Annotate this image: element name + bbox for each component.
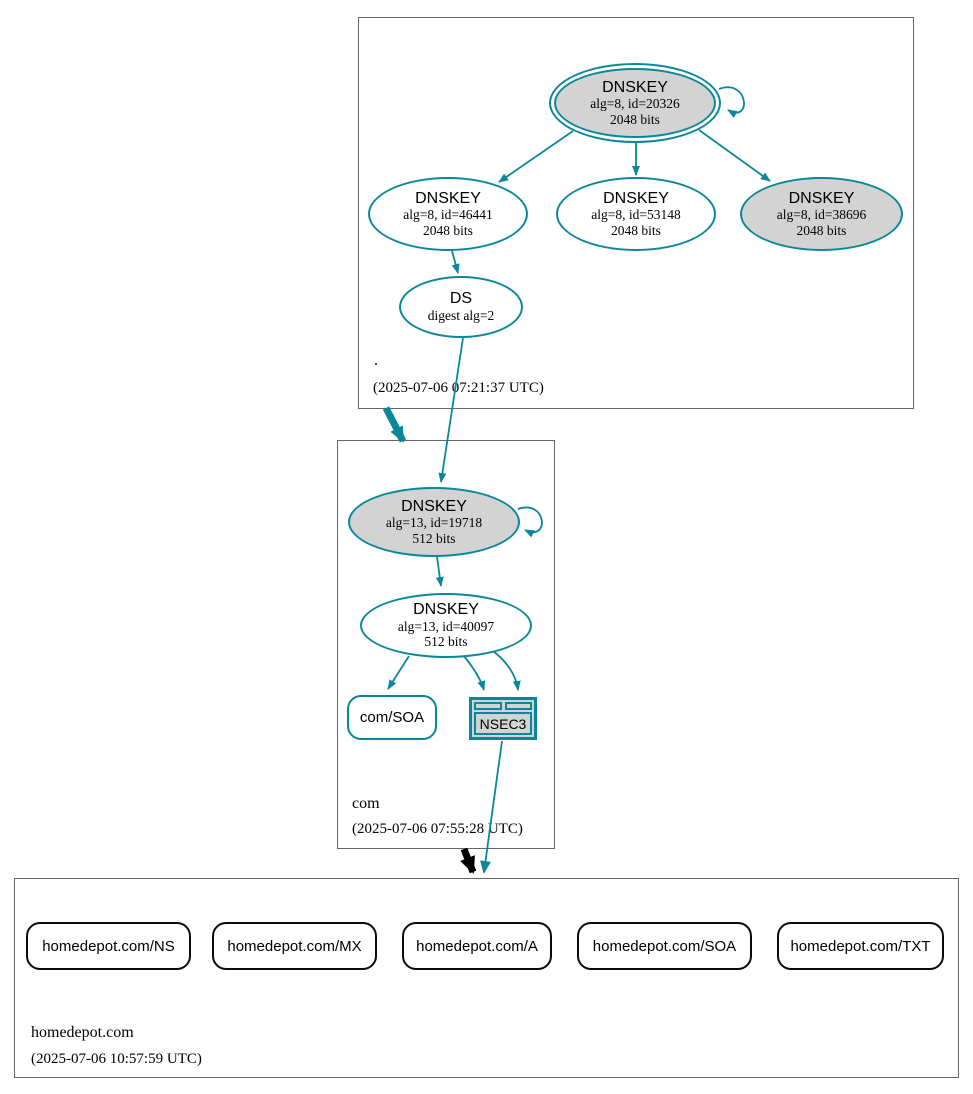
dnskey-node-38696[interactable] [740, 177, 903, 251]
dnskey-node-19718[interactable] [348, 487, 520, 557]
node-detail: alg=8, id=53148 [591, 207, 681, 223]
edge-delegation-com-to-homedepot [464, 849, 473, 872]
zone-label-com: com [352, 795, 380, 812]
node-detail: 512 bits [412, 530, 456, 546]
nsec3-salt-row [474, 702, 532, 710]
node-detail: alg=13, id=19718 [385, 515, 483, 531]
node-detail: 2048 bits [610, 111, 660, 127]
node-detail: 2048 bits [611, 222, 661, 238]
dnskey-node-20326-inner [554, 68, 716, 138]
nsec3-cell-left [474, 702, 502, 710]
zone-label-root: . [374, 352, 378, 369]
dnskey-node-46441[interactable] [368, 177, 528, 251]
dnskey-node-40097[interactable] [360, 593, 532, 658]
nsec3-cell-right [505, 702, 533, 710]
node-detail: alg=13, id=40097 [397, 618, 495, 634]
dnskey-node-20326[interactable] [549, 63, 721, 143]
node-detail: alg=8, id=46441 [403, 207, 493, 223]
rrset-node-homedepot-soa[interactable]: homedepot.com/SOA [577, 922, 752, 970]
rrset-node-homedepot-ns[interactable]: homedepot.com/NS [26, 922, 191, 970]
node-title: DNSKEY [415, 189, 481, 207]
node-detail: digest alg=2 [427, 308, 495, 324]
zone-timestamp-homedepot: (2025-07-06 10:57:59 UTC) [31, 1051, 202, 1067]
node-title: DNSKEY [603, 189, 669, 207]
node-detail: 2048 bits [796, 222, 847, 238]
nsec3-label: NSEC3 [474, 712, 532, 735]
rrset-node-homedepot-mx[interactable]: homedepot.com/MX [212, 922, 377, 970]
node-title: DNSKEY [602, 78, 668, 96]
node-title: DNSKEY [413, 601, 479, 619]
zone-timestamp-root: (2025-07-06 07:21:37 UTC) [373, 380, 544, 396]
node-detail: alg=8, id=38696 [776, 207, 867, 223]
node-detail: 512 bits [424, 634, 468, 650]
node-title: DNSKEY [401, 497, 467, 515]
node-detail: 2048 bits [423, 222, 473, 238]
rrset-node-homedepot-a[interactable]: homedepot.com/A [402, 922, 552, 970]
zone-timestamp-com: (2025-07-06 07:55:28 UTC) [352, 821, 523, 837]
rrset-node-homedepot-txt[interactable]: homedepot.com/TXT [777, 922, 944, 970]
zone-box-homedepot [14, 878, 959, 1078]
node-title: DS [449, 290, 473, 308]
node-detail: alg=8, id=20326 [590, 96, 680, 112]
zone-label-homedepot: homedepot.com [31, 1024, 134, 1041]
edge-delegation-root-to-com [386, 408, 403, 441]
ds-node[interactable] [399, 276, 523, 338]
node-title: DNSKEY [788, 189, 855, 207]
dnskey-node-53148[interactable] [556, 177, 716, 251]
rrset-node-com-soa[interactable]: com/SOA [347, 695, 437, 740]
nsec3-node[interactable] [469, 697, 537, 740]
